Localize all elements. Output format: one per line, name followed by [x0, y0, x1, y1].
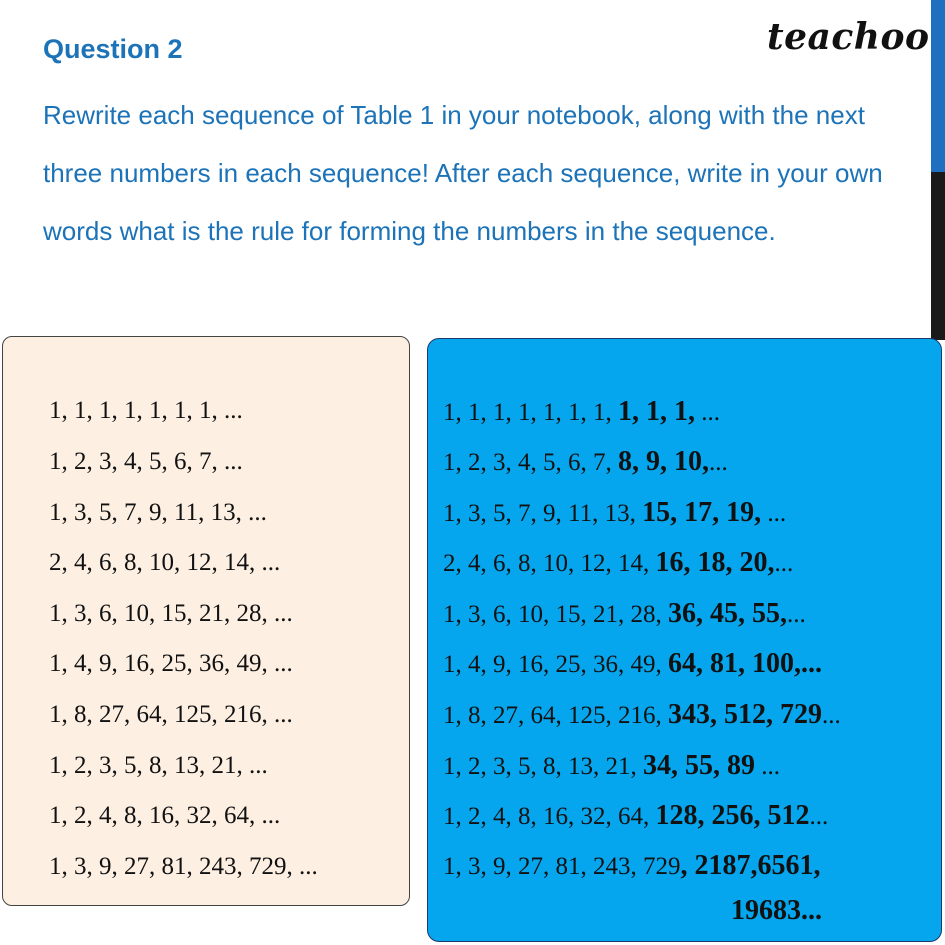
left-sequence-7: 1, 8, 27, 64, 125, 216, ... — [49, 701, 293, 728]
tail: ... — [774, 550, 794, 577]
next-terms: 16, 18, 20, — [655, 547, 775, 578]
given-terms: 1, 1, 1, 1, 1, 1, 1, — [443, 399, 618, 426]
next-terms: 34, 55, 89 — [643, 750, 755, 781]
question-title: Question 2 — [43, 34, 183, 64]
answer-sequence-6 — [443, 648, 822, 680]
answer-sequence-8 — [443, 750, 780, 782]
next-terms: 128, 256, 512 — [655, 800, 810, 831]
given-terms: 2, 4, 6, 8, 10, 12, 14, — [443, 550, 656, 577]
answer-sequence-10 — [443, 850, 821, 882]
given-terms: 1, 2, 4, 8, 16, 32, 64, — [443, 803, 656, 830]
answer-sequence-5 — [443, 598, 806, 630]
left-sequence-6: 1, 4, 9, 16, 25, 36, 49, ... — [49, 650, 293, 677]
answer-sequence-1 — [443, 396, 720, 428]
left-sequence-8: 1, 2, 3, 5, 8, 13, 21, ... — [49, 752, 268, 779]
next-terms: , 2187,6561, — [680, 850, 821, 881]
given-terms: 1, 4, 9, 16, 25, 36, 49, — [443, 651, 668, 678]
next-terms: 1, 1, 1, — [618, 396, 695, 427]
tail: ... — [695, 399, 720, 426]
left-sequence-1: 1, 1, 1, 1, 1, 1, 1, ... — [49, 397, 243, 424]
answer-sequence-4 — [443, 547, 793, 579]
next-terms: 36, 45, 55, — [668, 598, 787, 629]
next-terms: 8, 9, 10, — [618, 446, 709, 477]
given-terms: 1, 3, 9, 27, 81, 243, 729 — [443, 853, 681, 880]
answer-sequence-9 — [443, 800, 828, 832]
question-prompt: Rewrite each sequence of Table 1 in your notebook, along with the next three numbers in each sequence! After each sequence, write in your own words what is the rule for forming the numbers in the sequence. — [43, 100, 883, 246]
answer-sequence-3 — [443, 497, 786, 529]
answer-sequence-7 — [443, 699, 841, 731]
tail: ... — [755, 753, 780, 780]
table-1-sequences — [2, 336, 410, 906]
left-sequence-5: 1, 3, 6, 10, 15, 21, 28, ... — [49, 600, 293, 627]
answer-sequences — [427, 338, 942, 942]
answer-sequence-10-continuation: 19683... — [731, 895, 822, 926]
tail: ... — [709, 449, 728, 476]
left-sequence-10: 1, 3, 9, 27, 81, 243, 729, ... — [49, 853, 318, 880]
next-terms: 15, 17, 19, — [642, 497, 762, 528]
left-sequence-2: 1, 2, 3, 4, 5, 6, 7, ... — [49, 448, 243, 475]
given-terms: 1, 2, 3, 5, 8, 13, 21, — [443, 753, 643, 780]
next-terms: 64, 81, 100,... — [668, 648, 822, 679]
tail: ... — [761, 500, 787, 527]
given-terms: 1, 3, 5, 7, 9, 11, 13, — [443, 500, 643, 527]
answer-sequence-2 — [443, 446, 728, 478]
teachoo-logo: teachoo — [767, 16, 930, 58]
tail: ... — [809, 803, 829, 830]
tail: ... — [822, 702, 841, 729]
side-bar-accent — [931, 0, 945, 172]
given-terms: 1, 8, 27, 64, 125, 216, — [443, 702, 668, 729]
left-sequence-9: 1, 2, 4, 8, 16, 32, 64, ... — [49, 802, 281, 829]
given-terms: 1, 3, 6, 10, 15, 21, 28, — [443, 601, 668, 628]
tail: ... — [787, 601, 806, 628]
given-terms: 1, 2, 3, 4, 5, 6, 7, — [443, 449, 618, 476]
left-sequence-3: 1, 3, 5, 7, 9, 11, 13, ... — [49, 499, 267, 526]
next-terms: 343, 512, 729 — [668, 699, 822, 730]
left-sequence-4: 2, 4, 6, 8, 10, 12, 14, ... — [49, 549, 281, 576]
